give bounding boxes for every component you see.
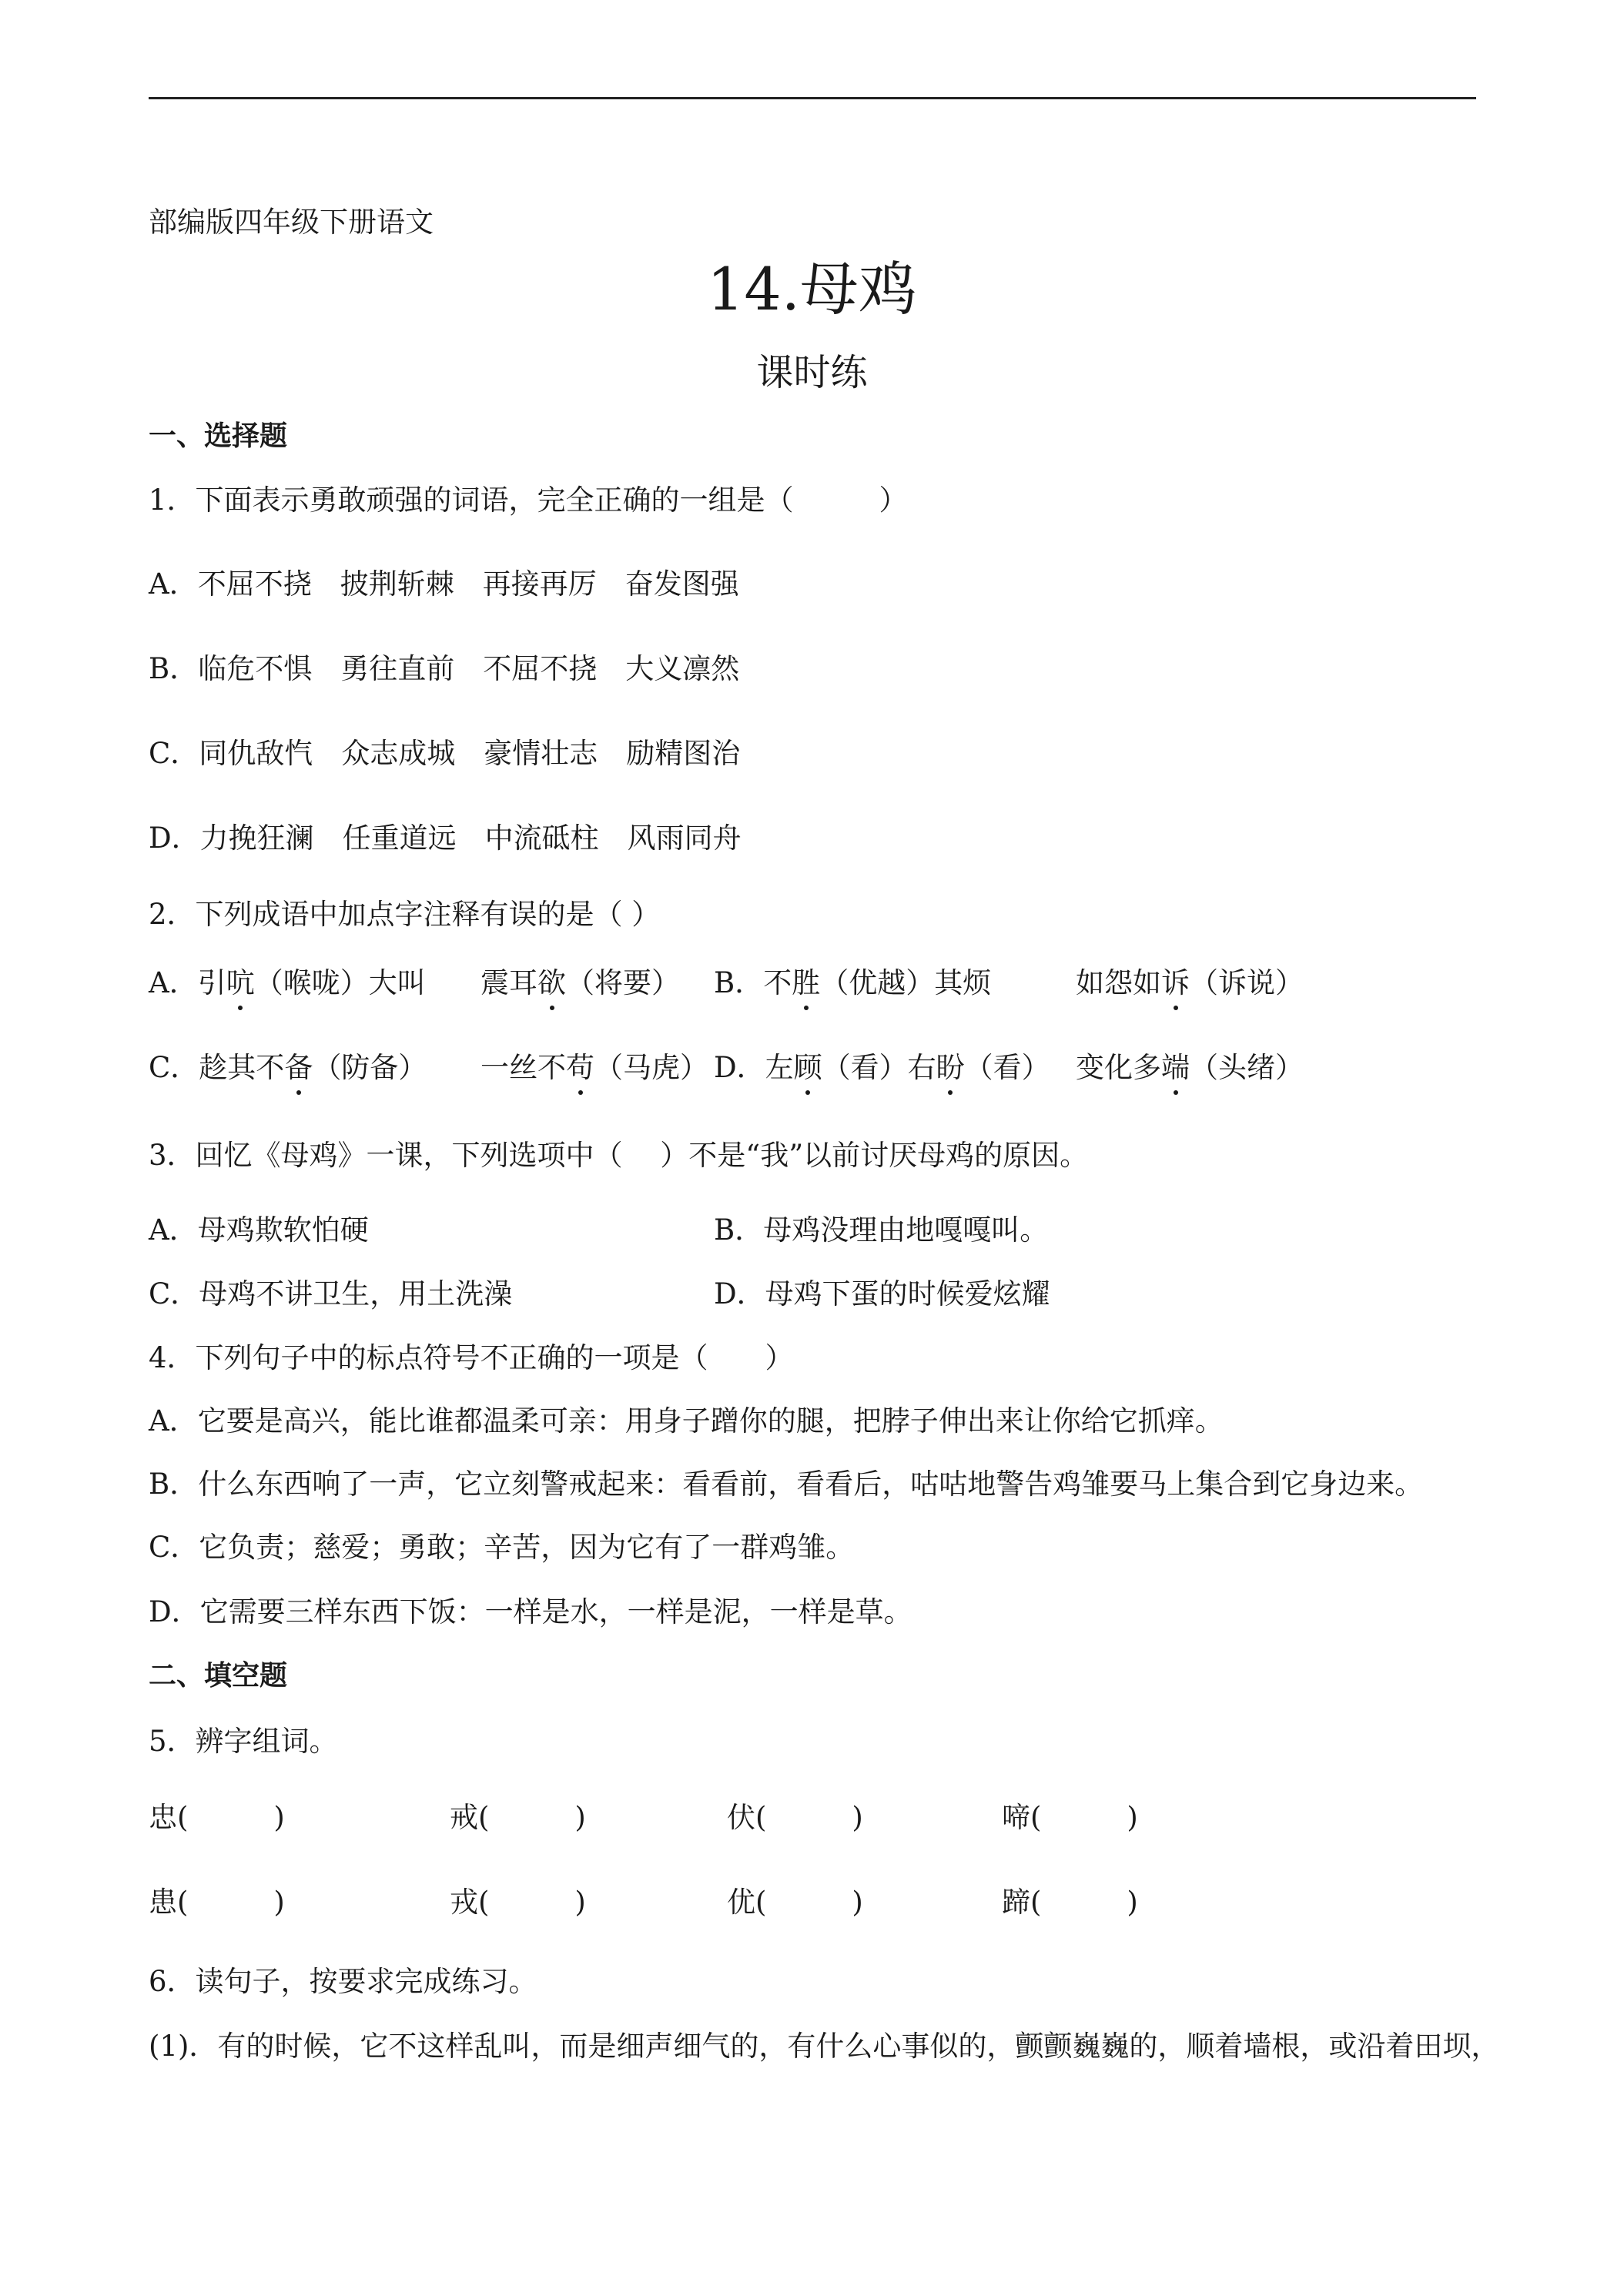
question-2-option-d1: D．左顾（看）右盼（看） [714, 1044, 1050, 1086]
question-1-stem: 1．下面表示勇敢顽强的词语，完全正确的一组是（ ） [149, 484, 908, 517]
question-2-option-b2: 如怨如诉（诉说） [1076, 959, 1304, 1001]
question-6-stem: 6．读句子，按要求完成练习。 [149, 1965, 537, 1998]
question-2-option-b1: B．不胜（优越）其烦 [714, 959, 991, 1001]
word-blank[interactable]: 患( ) [149, 1886, 285, 1919]
question-2-stem: 2．下列成语中加点字注释有误的是（ ） [149, 898, 661, 931]
question-4-option-d: D．它需要三样东西下饭：一样是水，一样是泥，一样是草。 [149, 1595, 912, 1628]
question-5-stem: 5．辨字组词。 [149, 1725, 338, 1758]
emphasis-dot-char: 欲 [537, 959, 566, 1001]
emphasis-dot-char: 吭 [226, 959, 255, 1001]
section-heading-choice: 一、选择题 [149, 420, 288, 452]
emphasis-dot-char: 苟 [566, 1044, 594, 1086]
series-label: 部编版四年级下册语文 [149, 206, 434, 239]
section-heading-fill-in: 二、填空题 [149, 1660, 288, 1692]
question-1-option-d: D．力挽狂澜 任重道远 中流砥柱 风雨同舟 [149, 822, 742, 855]
word-blank[interactable]: 戒( ) [450, 1801, 586, 1834]
header-rule [149, 97, 1476, 99]
question-2-option-c2: 一丝不苟（马虎） [481, 1044, 708, 1086]
emphasis-dot-char: 备 [284, 1044, 313, 1086]
emphasis-dot-char: 顾 [794, 1044, 822, 1086]
word-blank[interactable]: 优( ) [727, 1886, 863, 1919]
question-2-option-c1: C．趁其不备（防备） [149, 1044, 427, 1086]
word-blank[interactable]: 戎( ) [450, 1886, 586, 1919]
emphasis-dot-char: 盼 [936, 1044, 965, 1086]
question-3-option-c: C．母鸡不讲卫生，用土洗澡 [149, 1277, 513, 1310]
word-blank[interactable]: 伏( ) [727, 1801, 863, 1834]
question-3-option-d: D．母鸡下蛋的时候爱炫耀 [714, 1277, 1050, 1310]
question-6-passage-1: (1)．有的时候，它不这样乱叫，而是细声细气的，有什么心事似的，颤颤巍巍的，顺着墙根，或沿着田坝， [149, 2030, 1500, 2063]
question-1-option-a: A．不屈不挠 披荆斩棘 再接再厉 奋发图强 [149, 567, 739, 601]
question-1-option-c: C．同仇敌忾 众志成城 豪情壮志 励精图治 [149, 737, 741, 770]
question-2-option-a2: 震耳欲（将要） [481, 959, 680, 1001]
word-blank[interactable]: 忠( ) [149, 1801, 285, 1834]
question-1-option-b: B．临危不惧 勇往直前 不屈不挠 大义凛然 [149, 652, 740, 685]
word-blank[interactable]: 啼( ) [1002, 1801, 1138, 1834]
question-4-option-b: B．什么东西响了一声，它立刻警戒起来：看看前，看看后，咕咕地警告鸡雏要马上集合到它身边来。 [149, 1468, 1424, 1501]
question-3-option-a: A．母鸡欺软怕硬 [149, 1213, 369, 1247]
emphasis-dot-char: 胜 [792, 959, 820, 1001]
question-4-option-c: C．它负责；慈爱；勇敢；辛苦，因为它有了一群鸡雏。 [149, 1531, 855, 1564]
question-3-option-b: B．母鸡没理由地嘎嘎叫。 [714, 1213, 1049, 1247]
question-2-option-a1: A．引吭（喉咙）大叫 [149, 959, 426, 1001]
question-3-stem: 3．回忆《母鸡》一课，下列选项中（ ）不是“我”以前讨厌母鸡的原因。 [149, 1139, 1089, 1172]
emphasis-dot-char: 诉 [1161, 959, 1190, 1001]
question-4-option-a: A．它要是高兴，能比谁都温柔可亲：用身子蹭你的腿，把脖子伸出来让你给它抓痒。 [149, 1404, 1224, 1438]
word-blank[interactable]: 蹄( ) [1002, 1886, 1138, 1919]
emphasis-dot-char: 端 [1161, 1044, 1190, 1086]
question-4-stem: 4．下列句子中的标点符号不正确的一项是（ ） [149, 1341, 794, 1374]
lesson-subtitle: 课时练 [756, 351, 868, 394]
question-2-option-d2: 变化多端（头绪） [1076, 1044, 1304, 1086]
lesson-title: 14.母鸡 [707, 255, 917, 323]
